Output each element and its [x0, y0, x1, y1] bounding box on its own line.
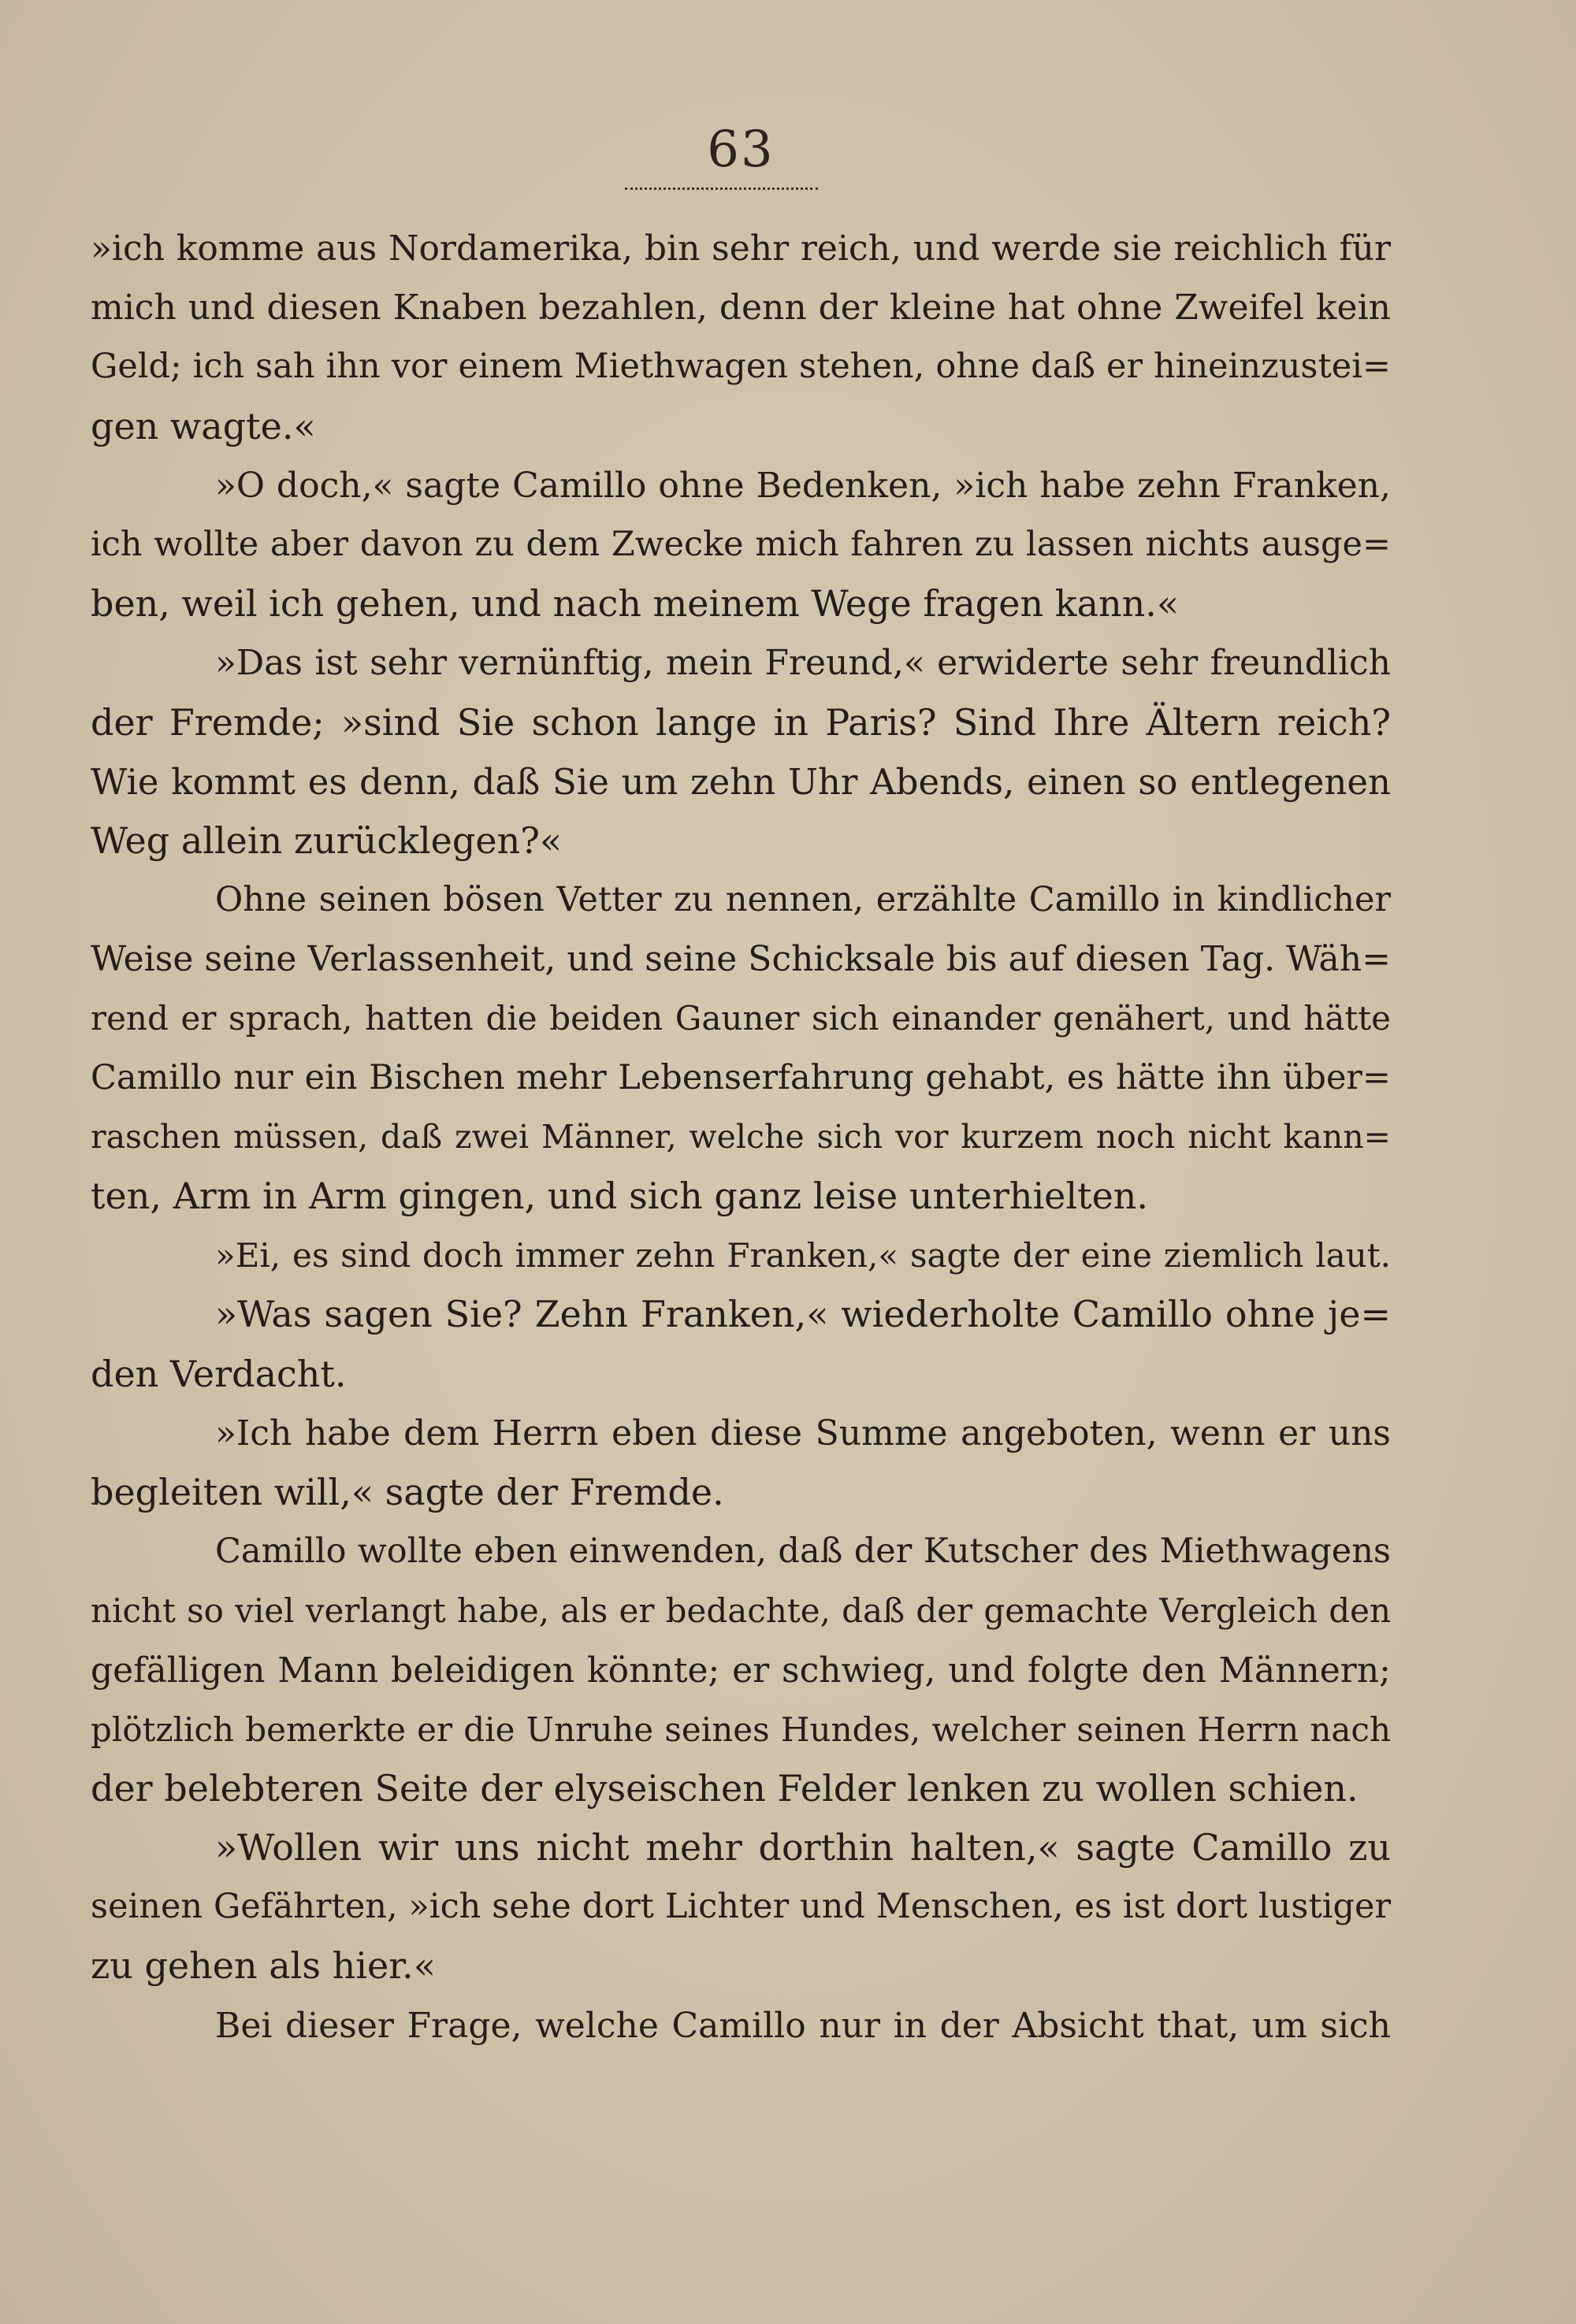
- text-line: »Ei, es sind doch immer zehn Franken,« sagte der eine ziemlich laut.: [215, 1236, 1391, 1275]
- text-line: nicht so viel verlangt habe, als er bedachte, daß der gemachte Vergleich den: [91, 1591, 1391, 1631]
- text-line: »O doch,« sagte Camillo ohne Bedenken, »ich habe zehn Franken,: [215, 465, 1391, 506]
- text-line: plötzlich bemerkte er die Unruhe seines Hundes, welcher seinen Herrn nach: [91, 1710, 1391, 1749]
- text-line: ten, Arm in Arm gingen, und sich ganz leise unterhielten.: [91, 1175, 1149, 1217]
- text-line: Bei dieser Frage, welche Camillo nur in der Absicht that, um sich: [215, 2005, 1391, 2046]
- text-line: gen wagte.«: [91, 404, 316, 447]
- text-line: Camillo nur ein Bischen mehr Lebenserfahrung gehabt, es hätte ihn über=: [91, 1057, 1391, 1097]
- text-line: rend er sprach, hatten die beiden Gauner sich einander genähert, und hätte: [91, 999, 1391, 1038]
- text-line: raschen müssen, daß zwei Männer, welche sich vor kurzem noch nicht kann=: [91, 1117, 1391, 1156]
- text-line: »Was sagen Sie? Zehn Franken,« wiederholte Camillo ohne je=: [215, 1293, 1391, 1336]
- text-line: Wie kommt es denn, daß Sie um zehn Uhr Abends, einen so entlegenen: [91, 760, 1391, 803]
- text-line: »Ich habe dem Herrn eben diese Summe angeboten, wenn er uns: [215, 1413, 1391, 1453]
- text-line: der belebteren Seite der elyseischen Felder lenken zu wollen schien.: [91, 1766, 1359, 1810]
- text-line: Camillo wollte eben einwenden, daß der Kutscher des Miethwagens: [215, 1531, 1391, 1572]
- text-line: begleiten will,« sagte der Fremde.: [91, 1470, 724, 1513]
- text-line: den Verdacht.: [91, 1352, 347, 1395]
- body-text: [91, 219, 1391, 2055]
- text-line: Weise seine Verlassenheit, und seine Schicksale bis auf diesen Tag. Wäh=: [91, 939, 1391, 980]
- text-line: »Das ist sehr vernünftig, mein Freund,« erwiderte sehr freundlich: [215, 643, 1391, 684]
- text-line: Weg allein zurücklegen?«: [91, 819, 562, 862]
- text-line: »ich komme aus Nordamerika, bin sehr reich, und werde sie reichlich für: [91, 228, 1391, 269]
- text-line: gefälligen Mann beleidigen könnte; er schwieg, und folgte den Männern;: [91, 1650, 1391, 1691]
- header-rule: [625, 187, 818, 190]
- text-line: »Wollen wir uns nicht mehr dorthin halten,« sagte Camillo zu: [215, 1826, 1391, 1869]
- text-line: seinen Gefährten, »ich sehe dort Lichter und Menschen, es ist dort lustiger: [91, 1887, 1391, 1927]
- text-line: zu gehen als hier.«: [91, 1944, 436, 1988]
- text-line: Geld; ich sah ihn vor einem Miethwagen stehen, ohne daß er hineinzustei=: [91, 347, 1391, 387]
- text-line: mich und diesen Knaben bezahlen, denn der kleine hat ohne Zweifel kein: [91, 288, 1391, 329]
- text-line: ben, weil ich gehen, und nach meinem Wege fragen kann.«: [91, 582, 1180, 626]
- text-line: der Fremde; »sind Sie schon lange in Paris? Sind Ihre Ältern reich?: [91, 700, 1391, 744]
- text-line: ich wollte aber davon zu dem Zwecke mich fahren zu lassen nichts ausge=: [91, 524, 1391, 564]
- text-line: Ohne seinen bösen Vetter zu nennen, erzählte Camillo in kindlicher: [215, 880, 1391, 920]
- page-number: 63: [707, 121, 775, 179]
